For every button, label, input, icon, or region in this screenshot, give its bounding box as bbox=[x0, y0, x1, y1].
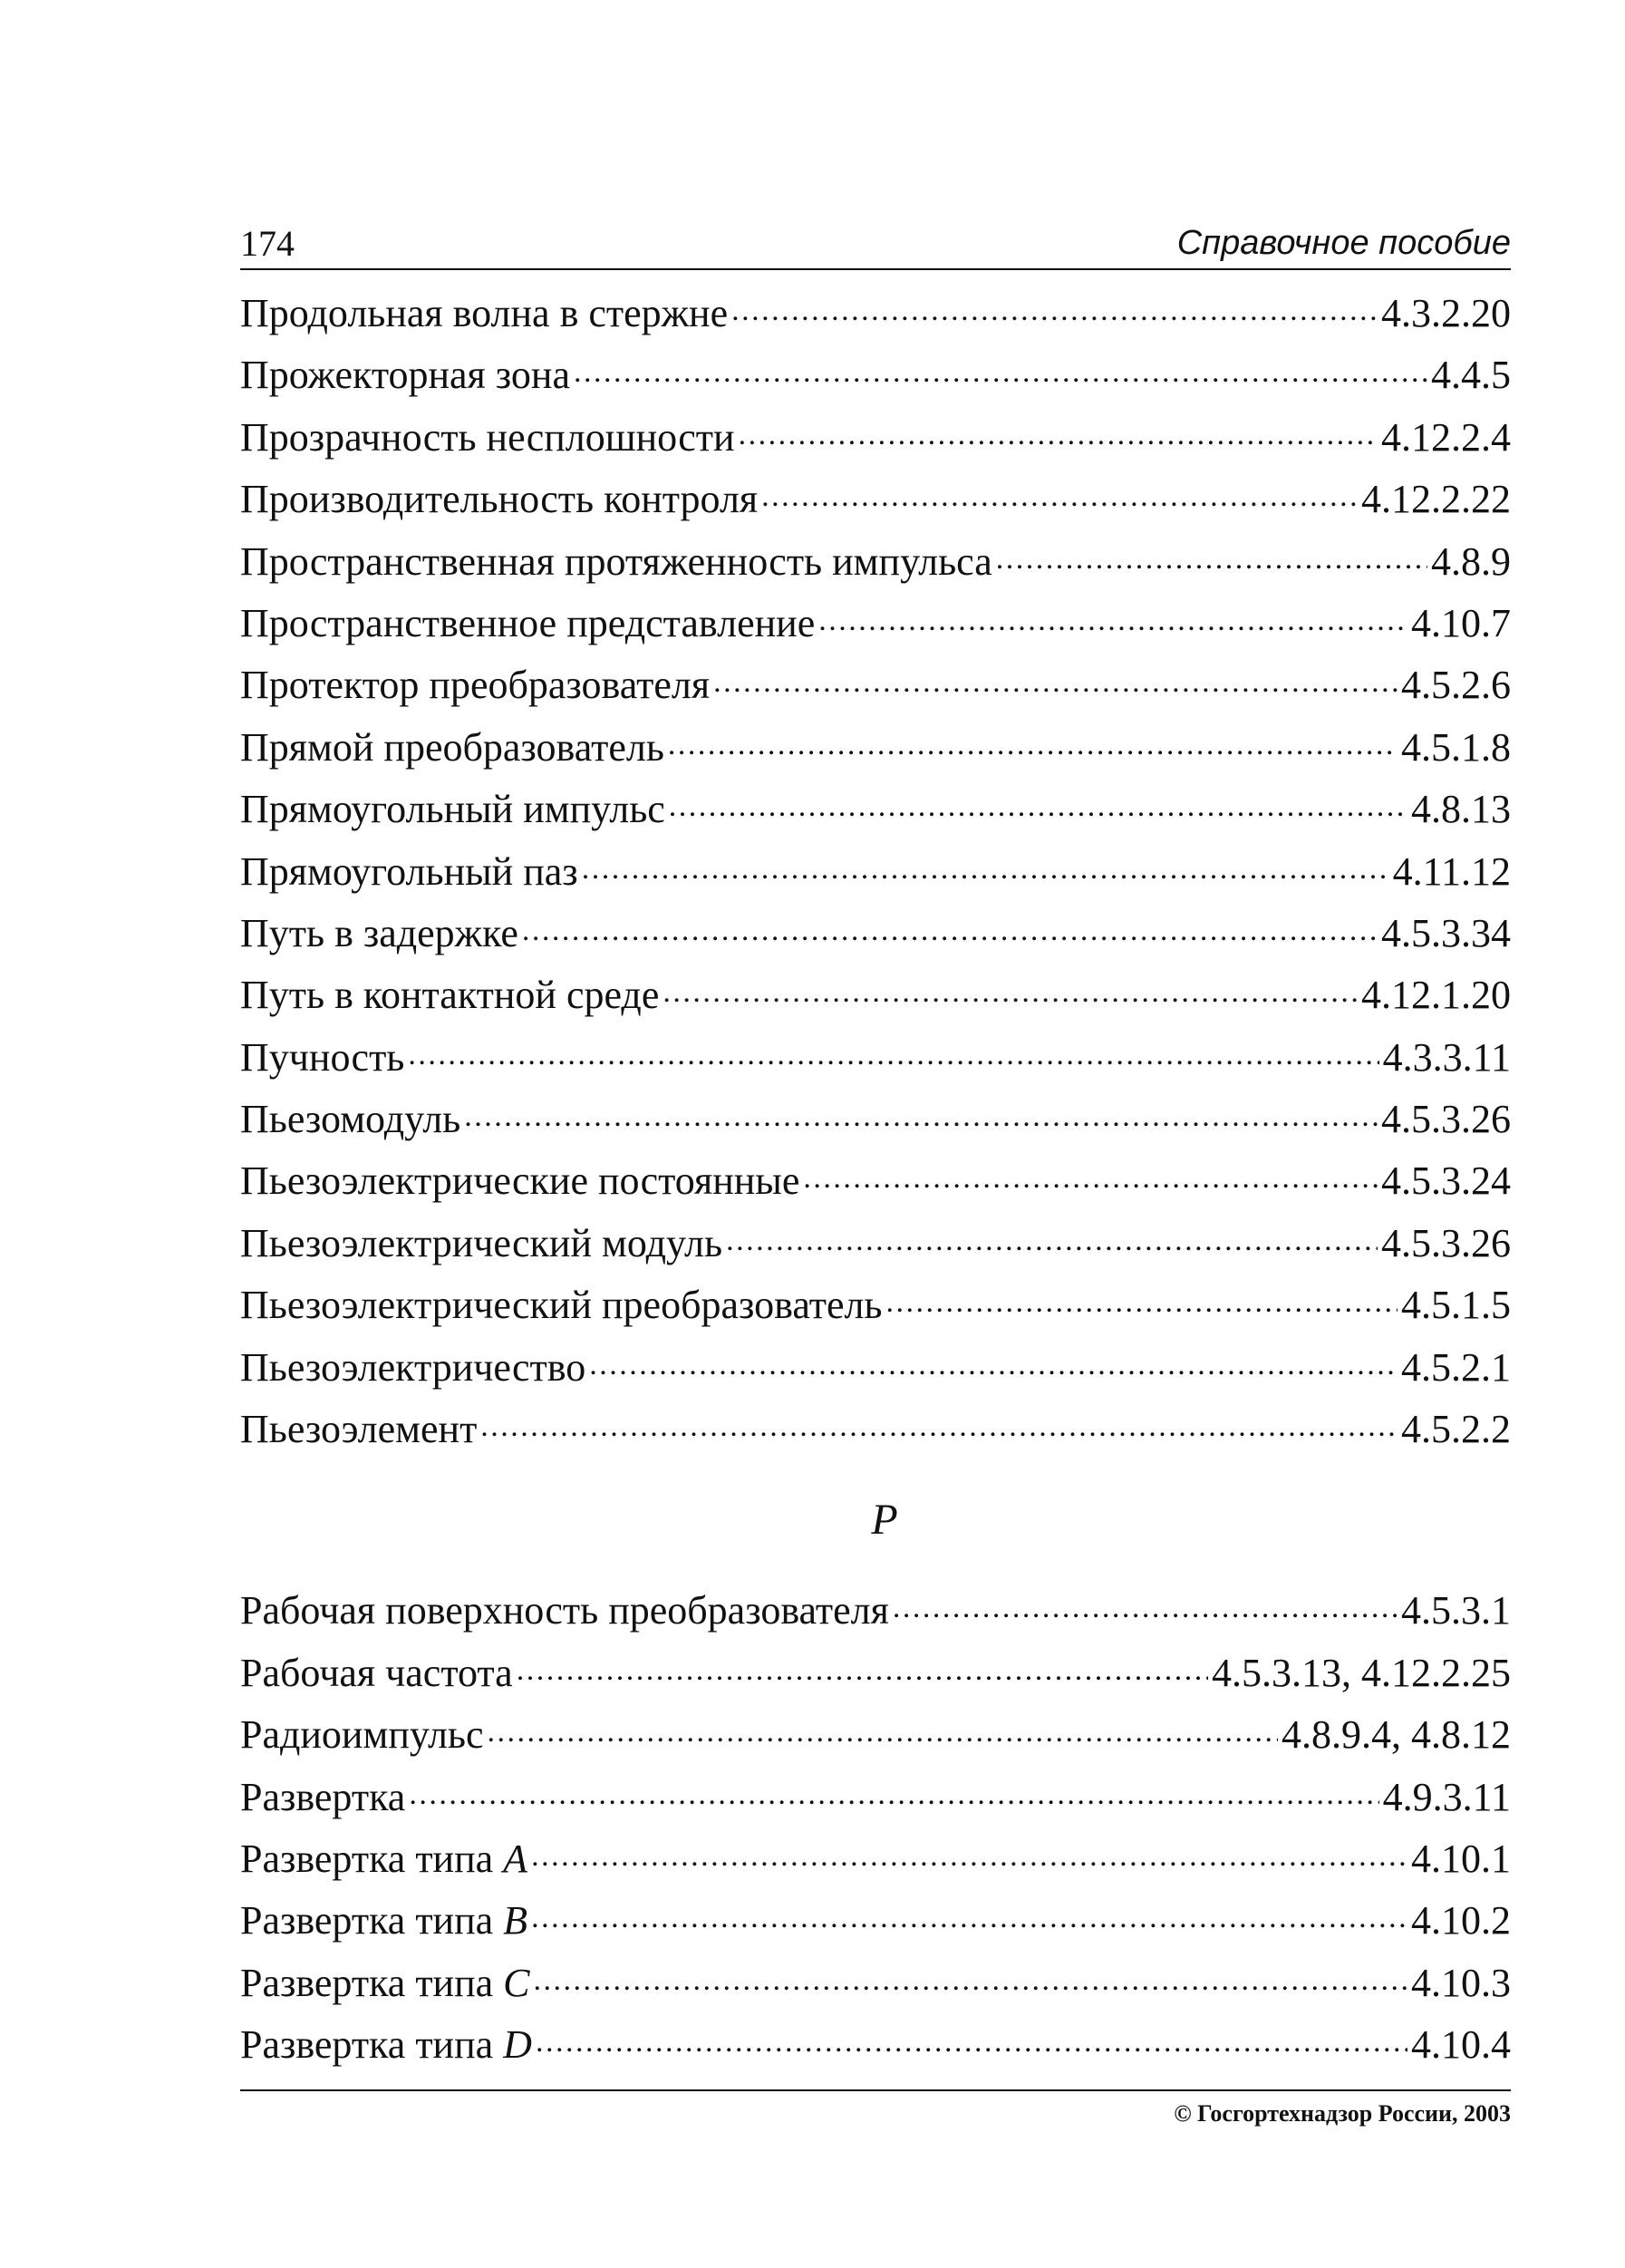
index-ref: 4.10.1 bbox=[1411, 1836, 1511, 1881]
index-ref: 4.5.3.34 bbox=[1381, 910, 1511, 955]
dot-leader bbox=[818, 596, 1407, 636]
index-entry bbox=[240, 1275, 1511, 1336]
index-term-text: Развертка типа bbox=[240, 1898, 504, 1943]
dot-leader bbox=[731, 286, 1378, 326]
index-entry bbox=[240, 1150, 1511, 1212]
index-entry bbox=[240, 1337, 1511, 1399]
index-entry bbox=[240, 2014, 1511, 2076]
index-entries-after bbox=[240, 1580, 1511, 2076]
index-ref: 4.5.3.26 bbox=[1381, 1097, 1511, 1142]
index-term-text: Развертка типа bbox=[240, 1836, 504, 1881]
index-ref: 4.5.3.24 bbox=[1381, 1158, 1511, 1204]
dot-leader bbox=[531, 1894, 1407, 1934]
dot-leader bbox=[726, 1216, 1378, 1256]
index-term-italic: D bbox=[503, 2022, 532, 2068]
dot-leader bbox=[668, 721, 1398, 761]
index-entry bbox=[240, 654, 1511, 716]
index-term: Прожекторная зона bbox=[240, 353, 570, 398]
dot-leader bbox=[522, 906, 1378, 946]
index-ref: 4.5.1.5 bbox=[1401, 1283, 1511, 1328]
index-ref: 4.5.3.1 bbox=[1401, 1588, 1511, 1633]
index-term: Пьезоэлектрический модуль bbox=[240, 1220, 723, 1265]
index-term-text: Развертка типа bbox=[240, 2022, 504, 2068]
index-entry bbox=[240, 531, 1511, 593]
index-term: Рабочая частота bbox=[240, 1650, 513, 1695]
section-letter-heading: Р bbox=[871, 1496, 898, 1545]
dot-leader bbox=[582, 845, 1389, 885]
index-ref: 4.12.1.20 bbox=[1361, 973, 1511, 1018]
index-term: Прямой преобразователь bbox=[240, 724, 664, 770]
index-entry bbox=[240, 1580, 1511, 1642]
index-term-italic: B bbox=[503, 1898, 528, 1943]
dot-leader bbox=[480, 1402, 1398, 1442]
index-entry bbox=[240, 283, 1511, 344]
index-entry bbox=[240, 1399, 1511, 1460]
index-entry bbox=[240, 1027, 1511, 1089]
index-term: Протектор преобразователя bbox=[240, 663, 711, 708]
dot-leader bbox=[464, 1092, 1378, 1132]
index-term: Пространственная протяженность импульса bbox=[240, 538, 992, 584]
index-ref: 4.5.2.2 bbox=[1401, 1407, 1511, 1452]
index-term-text: Развертка типа bbox=[240, 1960, 504, 2005]
index-ref: 4.3.3.11 bbox=[1382, 1034, 1511, 1080]
dot-leader bbox=[893, 1584, 1398, 1623]
index-ref: 4.4.5 bbox=[1431, 353, 1511, 398]
dot-leader bbox=[517, 1646, 1208, 1686]
index-term: Пьезоэлектрические постоянные bbox=[240, 1158, 800, 1204]
index-ref: 4.12.2.4 bbox=[1381, 414, 1511, 460]
dot-leader bbox=[669, 782, 1407, 822]
index-term: Радиоимпульс bbox=[240, 1712, 484, 1758]
index-term bbox=[240, 2014, 532, 2076]
dot-leader bbox=[531, 1832, 1407, 1872]
index-ref: 4.12.2.22 bbox=[1361, 477, 1511, 522]
index-term: Развертка bbox=[240, 1774, 406, 1819]
index-entry bbox=[240, 1704, 1511, 1766]
dot-leader bbox=[739, 411, 1378, 451]
index-ref: 4.10.7 bbox=[1411, 600, 1511, 645]
index-entry bbox=[240, 1089, 1511, 1150]
index-term: Прямоугольный импульс bbox=[240, 787, 665, 832]
index-term: Рабочая поверхность преобразователя bbox=[240, 1588, 889, 1633]
running-title: Справочное пособие bbox=[1176, 224, 1511, 262]
index-term: Пьезоэлектрический преобразователь bbox=[240, 1283, 883, 1328]
page-header bbox=[240, 218, 1511, 270]
index-entry bbox=[240, 1767, 1511, 1828]
index-term-italic: A bbox=[503, 1836, 528, 1881]
dot-leader bbox=[803, 1154, 1378, 1194]
dot-leader bbox=[488, 1708, 1279, 1748]
index-entry bbox=[240, 344, 1511, 406]
copyright-footer: © Госгортехнадзор России, 2003 bbox=[1174, 2099, 1511, 2127]
index-ref: 4.8.13 bbox=[1411, 787, 1511, 832]
index-entry bbox=[240, 407, 1511, 469]
index-entry bbox=[240, 1828, 1511, 1890]
index-entry bbox=[240, 964, 1511, 1026]
index-ref: 4.10.4 bbox=[1411, 2022, 1511, 2068]
index-term: Путь в контактной среде bbox=[240, 973, 660, 1018]
index-term bbox=[240, 1890, 527, 1952]
index-ref: 4.5.3.26 bbox=[1381, 1220, 1511, 1265]
index-ref: 4.10.3 bbox=[1411, 1960, 1511, 2005]
index-ref: 4.5.2.1 bbox=[1401, 1344, 1511, 1390]
index-ref: 4.8.9.4, 4.8.12 bbox=[1282, 1712, 1511, 1758]
dot-leader bbox=[996, 535, 1427, 575]
index-entry bbox=[240, 1890, 1511, 1952]
index-entry bbox=[240, 469, 1511, 530]
footer-rule bbox=[240, 2089, 1511, 2091]
index-term: Пространственное представление bbox=[240, 600, 816, 645]
dot-leader bbox=[574, 348, 1427, 388]
index-entry bbox=[240, 779, 1511, 840]
index-term: Производительность контроля bbox=[240, 477, 759, 522]
dot-leader bbox=[408, 1031, 1378, 1071]
index-term: Пьезоэлектричество bbox=[240, 1344, 586, 1390]
index-entries-before bbox=[240, 283, 1511, 1460]
index-entry bbox=[240, 1643, 1511, 1704]
index-ref: 4.5.2.6 bbox=[1401, 663, 1511, 708]
dot-leader bbox=[663, 968, 1358, 1008]
index-term: Пьезоэлемент bbox=[240, 1407, 478, 1452]
index-term-italic: C bbox=[503, 1960, 530, 2005]
index-entry bbox=[240, 903, 1511, 964]
index-term bbox=[240, 1953, 530, 2014]
dot-leader bbox=[409, 1770, 1378, 1810]
index-term: Прямоугольный паз bbox=[240, 848, 578, 894]
index-term bbox=[240, 1828, 527, 1890]
index-ref: 4.5.3.13, 4.12.2.25 bbox=[1212, 1650, 1511, 1695]
index-entry bbox=[240, 1953, 1511, 2014]
index-ref: 4.11.12 bbox=[1392, 848, 1511, 894]
index-term: Пучность bbox=[240, 1034, 405, 1080]
dot-leader bbox=[886, 1278, 1398, 1318]
index-term: Пьезомодуль bbox=[240, 1097, 461, 1142]
index-entry bbox=[240, 593, 1511, 654]
index-entry bbox=[240, 1213, 1511, 1275]
index-entry bbox=[240, 717, 1511, 779]
dot-leader bbox=[761, 472, 1358, 512]
document-page bbox=[240, 218, 1511, 2127]
index-ref: 4.10.2 bbox=[1411, 1898, 1511, 1943]
index-ref: 4.3.2.20 bbox=[1381, 291, 1511, 335]
index-term: Продольная волна в стержне bbox=[240, 291, 729, 335]
dot-leader bbox=[713, 658, 1398, 698]
dot-leader bbox=[589, 1341, 1398, 1381]
dot-leader bbox=[536, 2018, 1407, 2058]
index-term: Прозрачность несплошности bbox=[240, 414, 735, 460]
index-entry bbox=[240, 841, 1511, 903]
dot-leader bbox=[534, 1956, 1407, 1996]
index-ref: 4.5.1.8 bbox=[1401, 724, 1511, 770]
index-ref: 4.9.3.11 bbox=[1382, 1774, 1511, 1819]
index-term: Путь в задержке bbox=[240, 910, 518, 955]
index-ref: 4.8.9 bbox=[1431, 538, 1511, 584]
page-number: 174 bbox=[240, 223, 295, 264]
